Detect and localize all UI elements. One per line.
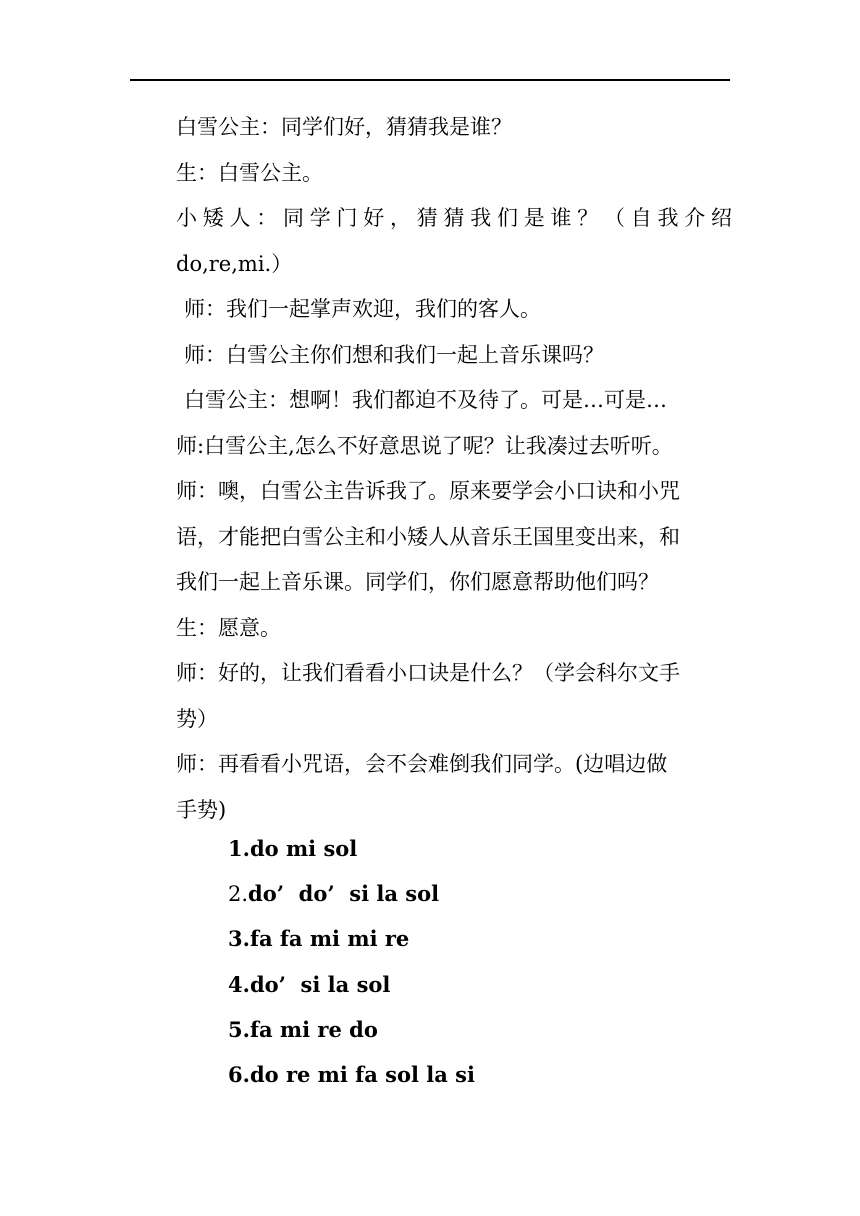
spell-text: do re mi fa sol la si — [249, 1061, 475, 1087]
dialogue-line: 手势) — [176, 797, 227, 822]
dialogue-line: 白雪公主：想啊！我们都迫不及待了。可是…可是… — [184, 388, 667, 412]
spell-list — [228, 826, 708, 1097]
dialogue-line: 白雪公主：同学们好，猜猜我是谁？ — [176, 115, 512, 139]
spell-item — [228, 1007, 708, 1052]
spell-number: 6. — [228, 1061, 250, 1087]
dialogue-line: 师：再看看小咒语，会不会难倒我们同学。(边唱边做 — [176, 752, 668, 776]
spell-number: 1. — [228, 836, 250, 861]
spell-number: 2. — [228, 882, 249, 907]
spell-number: 4. — [228, 971, 250, 997]
dialogue-line: 师：白雪公主你们想和我们一起上音乐课吗？ — [184, 342, 604, 367]
spell-item — [228, 962, 708, 1007]
dialogue-line: 师：噢，白雪公主告诉我了。原来要学会小口诀和小咒 — [176, 479, 680, 503]
header-rule — [130, 79, 730, 81]
spell-text: fa fa mi mi re — [249, 926, 410, 952]
dialogue-line: 小矮人：同学门好，猜猜我们是谁？（自我介绍 — [176, 206, 732, 230]
spell-text: do’ do’ si la sol — [248, 881, 440, 907]
dialogue-line: 语，才能把白雪公主和小矮人从音乐王国里变出来，和 — [176, 524, 680, 549]
dialogue-line: 生：白雪公主。 — [176, 160, 323, 185]
spell-item — [228, 916, 708, 961]
spell-text: do’ si la sol — [249, 971, 391, 997]
dialogue-line: 师：我们一起掌声欢迎，我们的客人。 — [184, 297, 541, 321]
spell-item — [228, 826, 708, 871]
dialogue-line: 师:白雪公主,怎么不好意思说了呢？让我凑过去听听。 — [176, 433, 673, 458]
spell-text: do mi sol — [249, 836, 358, 861]
dialogue-line: 师：好的，让我们看看小口诀是什么？（学会科尔文手 — [176, 661, 680, 685]
document-body — [176, 105, 732, 833]
spell-item — [228, 1052, 708, 1097]
dialogue-line: 势） — [176, 706, 218, 731]
spell-text: fa mi re do — [249, 1016, 378, 1042]
dialogue-line: 生：愿意。 — [176, 615, 281, 640]
dialogue-line: do,re,mi.） — [176, 251, 293, 276]
spell-number: 3. — [228, 926, 250, 952]
spell-item — [228, 871, 708, 916]
spell-number: 5. — [228, 1016, 250, 1042]
dialogue-line: 我们一起上音乐课。同学们，你们愿意帮助他们吗？ — [176, 570, 659, 594]
